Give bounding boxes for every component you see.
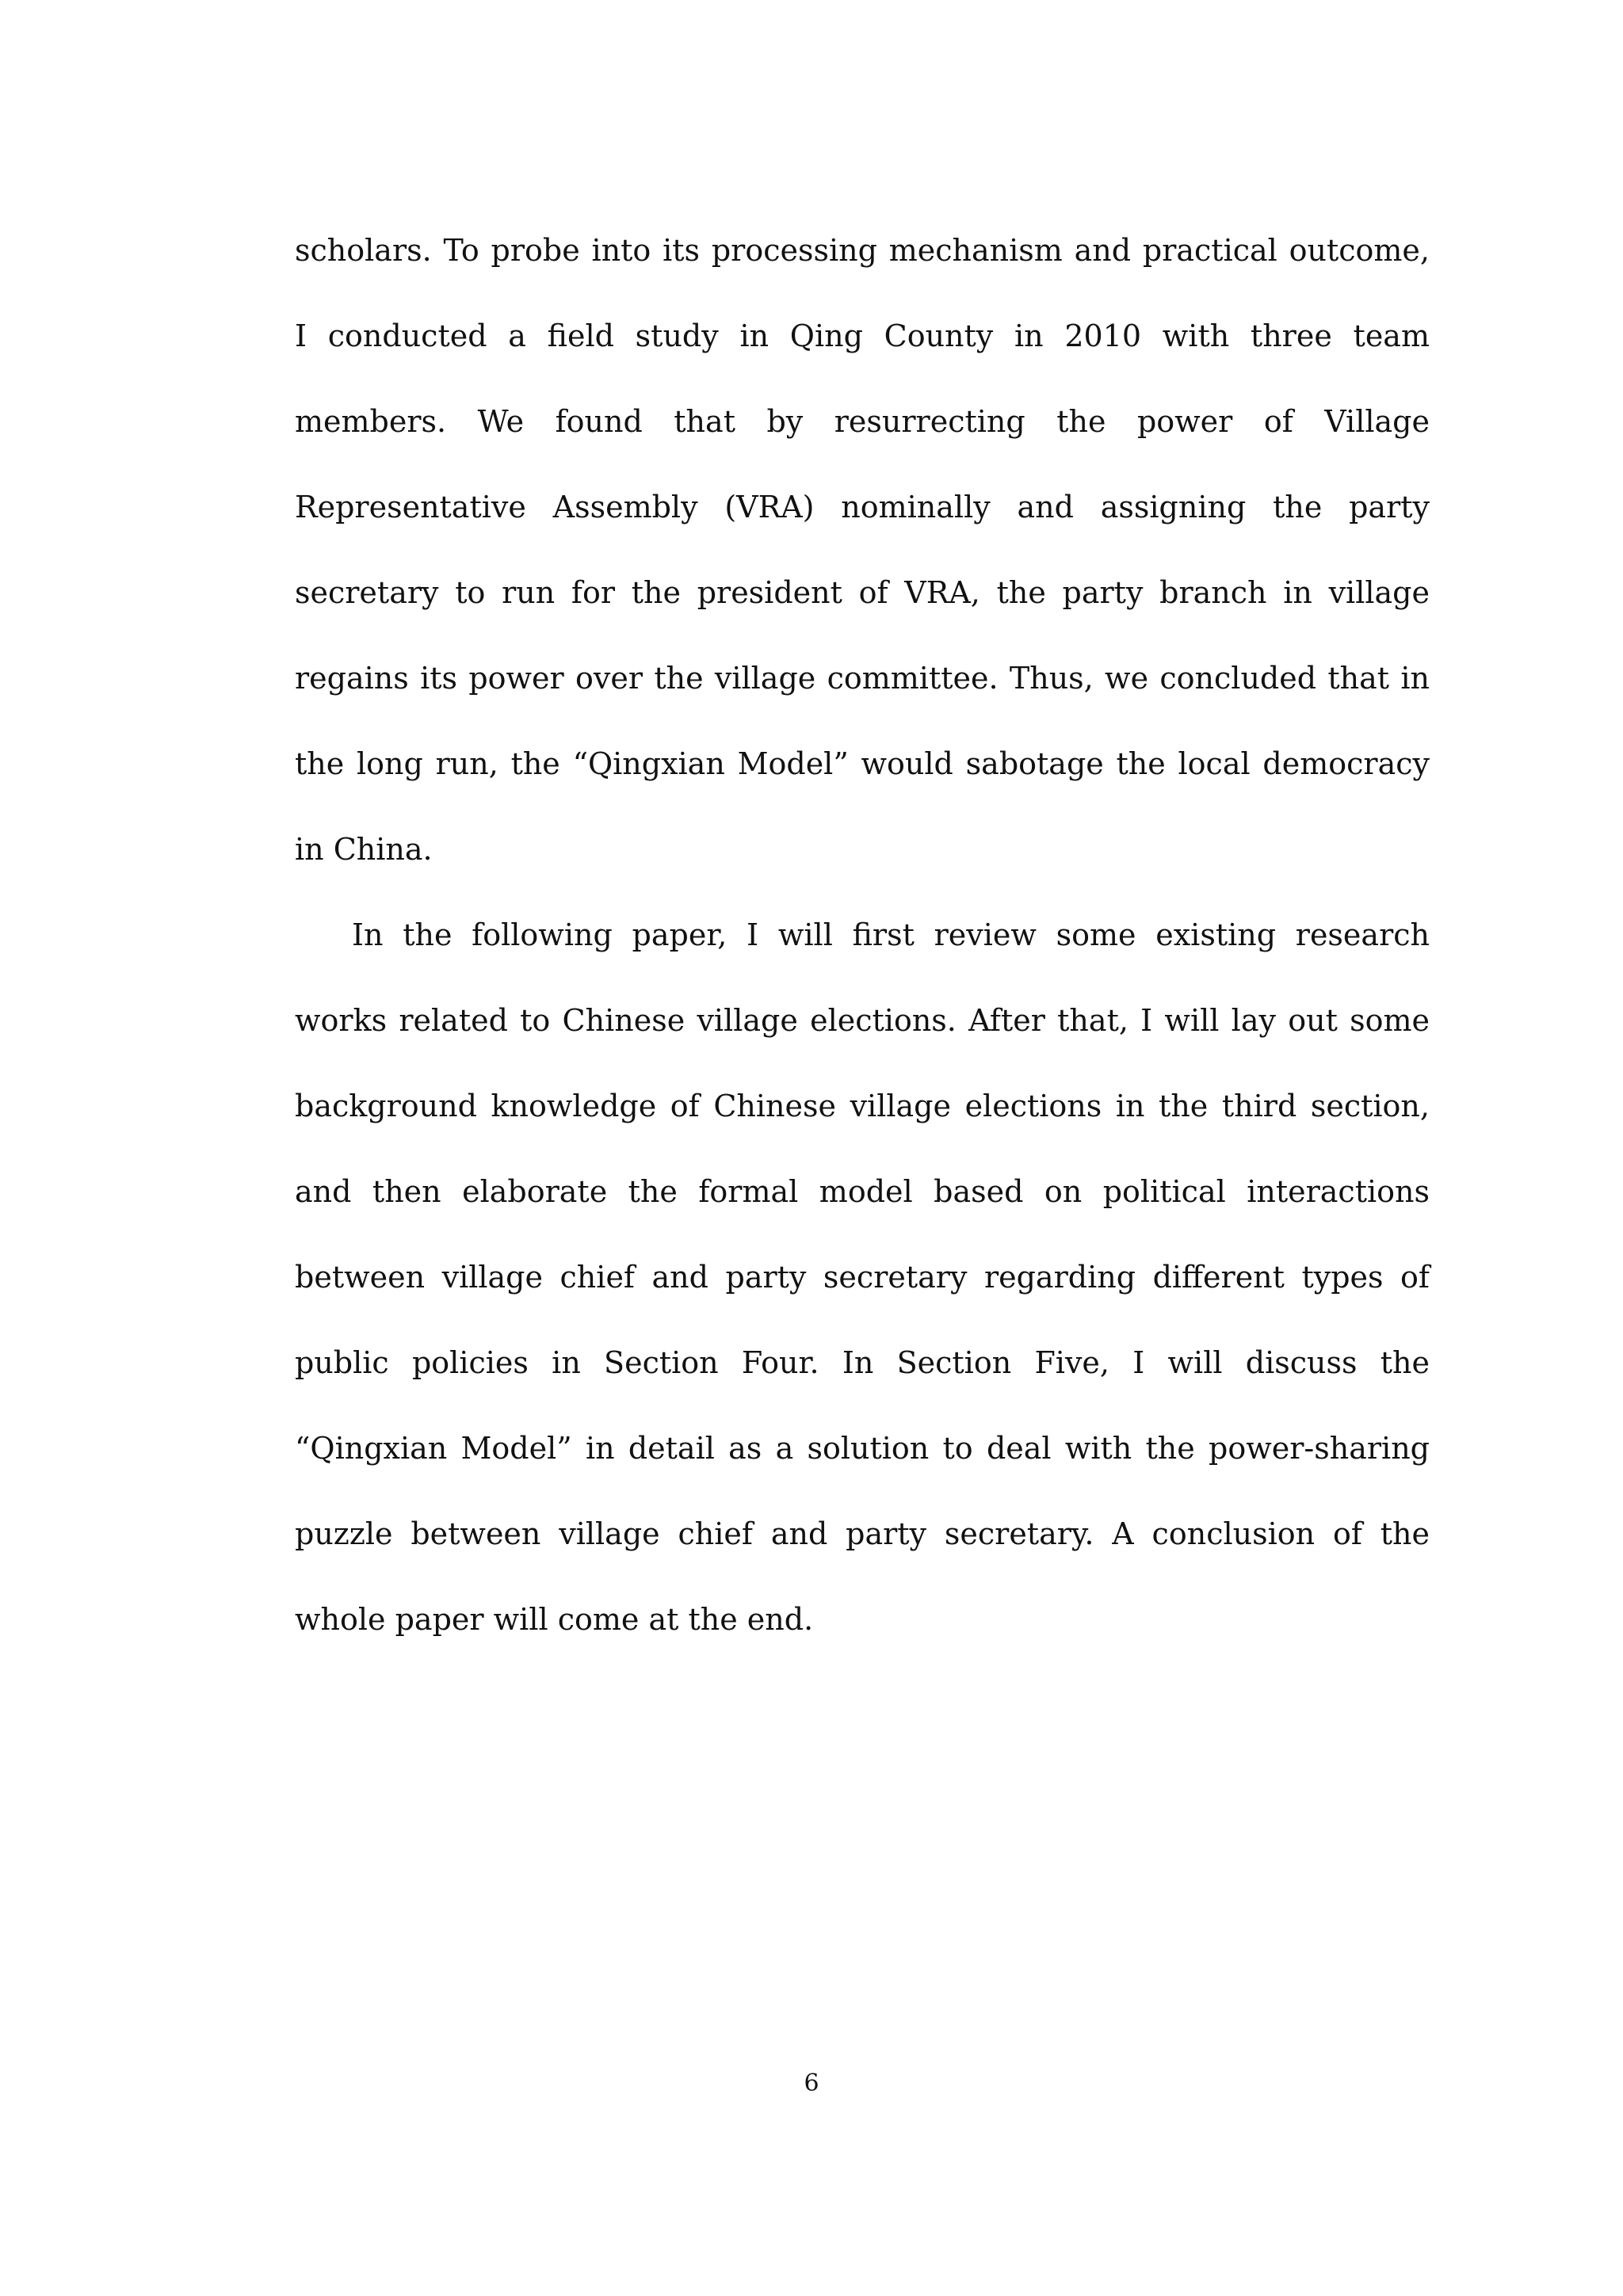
paragraph-continuation: scholars. To probe into its processing mechanism and practical outcome, I conducted a field study in Qing County in 2010 with three team members. We found that by resurrecting the power of Village Representative Assembly (VRA) nominally and assigning the party secretary to run for the president of VRA, the party branch in village regains its power over the village committee. Thus, we concluded that in the long run, the “Qingxian Model” would sabotage the local democracy in China. xyxy=(295,233,1430,867)
paragraph-outline: In the following paper, I will first review some existing research works related to Chinese village elections. After that, I will lay out some background knowledge of Chinese village elections in the third section, and then elaborate the formal model based on political interactions between village chief and party secretary regarding different types of public policies in Section Four. In Section Five, I will discuss the “Qingxian Model” in detail as a solution to deal with the power-sharing puzzle between village chief and party secretary. A conclusion of the whole paper will come at the end. xyxy=(295,917,1430,1637)
body-text xyxy=(295,208,1430,1662)
page-number: 6 xyxy=(804,2069,819,2097)
